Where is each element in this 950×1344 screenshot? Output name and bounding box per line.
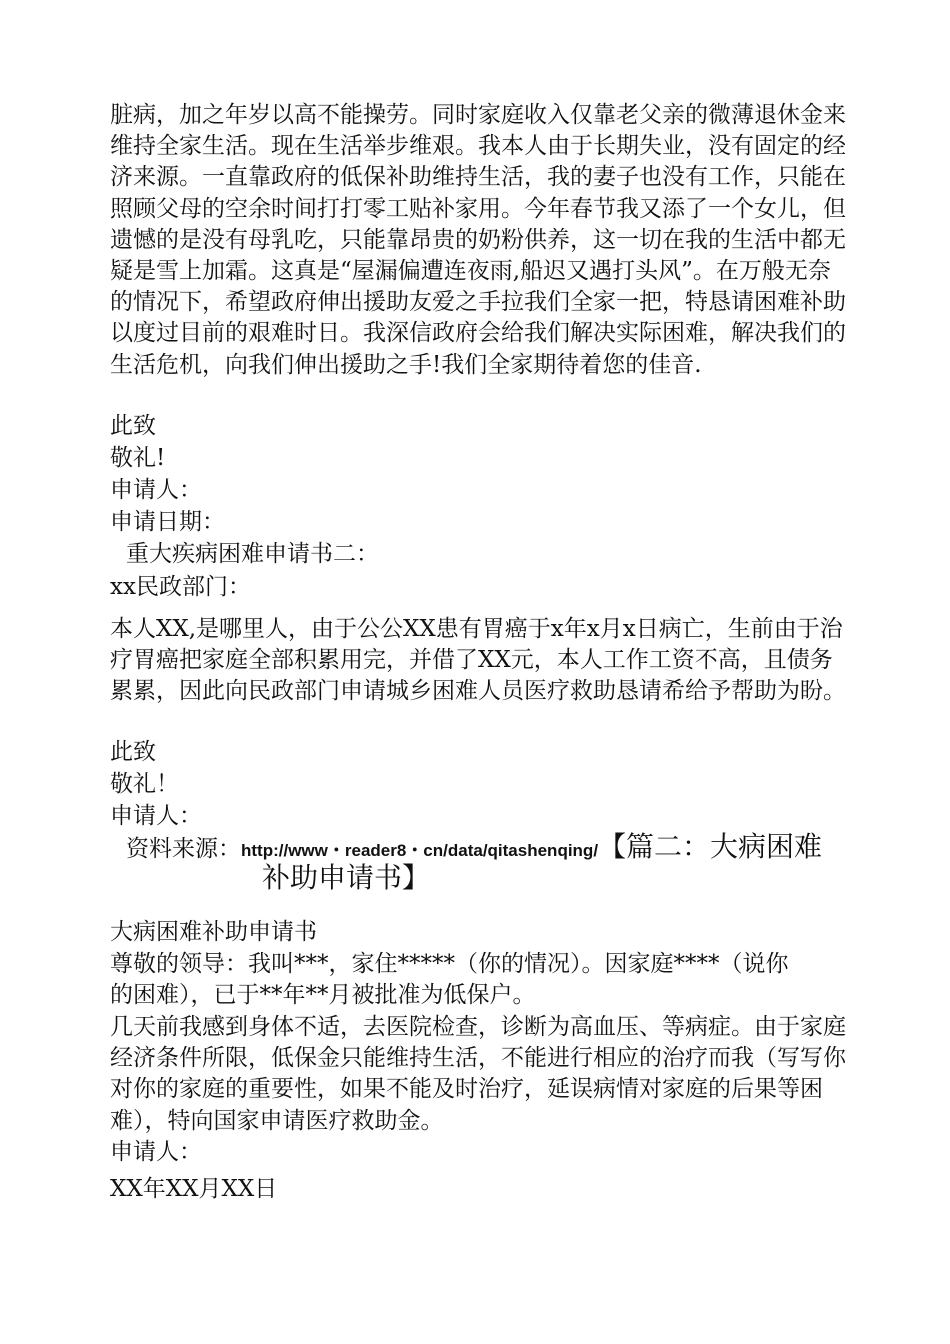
source-title-part2: 补助申请书】 xyxy=(262,861,431,894)
section2-title: 重大疾病困难申请书二： xyxy=(126,541,379,567)
section2-closing-jing-li: 敬礼！ xyxy=(110,771,179,797)
section3-date: XX年XX月XX日 xyxy=(110,1176,278,1202)
section1-closing-jing-li: 敬礼! xyxy=(110,445,166,471)
section3-body: 几天前我感到身体不适，去医院检查，诊断为高血压、等病症。由于家庭经济条件所限，低保金只能维持生活，不能进行相应的治疗而我（写写你对你的家庭的重要性，如果不能及时治疗，延误病情对家庭的后果等困难），特向国家申请医疗救助金。 xyxy=(110,1014,846,1134)
section3-greeting-block xyxy=(110,949,810,1011)
section3-greeting: 尊敬的领导：我叫***，家住*****（你的情况）。因家庭****（说你的困难），已于**年**月被批准为低保户。 xyxy=(110,951,789,1009)
section2-body: 本人XX,是哪里人，由于公公XX患有胃癌于x年x月x日病亡，生前由于治疗胃癌把家庭全部积累用完，并借了XX元，本人工作工资不高，且债务累累，因此向民政部门申请城乡困难人员医疗救助恳请希给予帮助为盼。 xyxy=(110,616,846,705)
section1-date: 申请日期： xyxy=(110,509,225,535)
section3-title: 大病困难补助申请书 xyxy=(110,919,317,945)
section3-applicant: 申请人： xyxy=(110,1139,202,1165)
section1-body: 脏病，加之年岁以高不能操劳。同时家庭收入仅靠老父亲的微薄退休金来维持全家生活。现在生活举步维艰。我本人由于长期失业，没有固定的经济来源。一直靠政府的低保补助维持生活，我的妻子也没有工作，只能在照顾父母的空余时间打打零工贴补家用。今年春节我又添了一个女儿，但遗憾的是没有母乳吃，只能靠昂贵的奶粉供养，这一切在我的生活中都无疑是雪上加霜。这真是“屋漏偏遭连夜雨,船迟又遇打头风”。在万般无奈的情况下，希望政府伸出援助友爱之手拉我们全家一把，特恳请困难补助以度过目前的艰难时日。我深信政府会给我们解决实际困难，解决我们的生活危机，向我们伸出援助之手!我们全家期待着您的佳音. xyxy=(110,102,846,378)
section3-body-block xyxy=(110,1012,850,1137)
section1-closing-ci-zhi: 此致 xyxy=(110,413,156,439)
source-label: 资料来源： xyxy=(126,836,241,862)
source-url-link[interactable]: http://www・reader8・cn/data/qitashenqing/ xyxy=(241,841,599,860)
section2-body-block xyxy=(110,614,850,708)
section2-closing-ci-zhi: 此致 xyxy=(110,739,156,765)
source-line xyxy=(126,827,822,871)
section2-recipient: xx民政部门： xyxy=(110,574,251,600)
section1-applicant: 申请人： xyxy=(110,477,202,503)
source-title-part1: 【篇二：大病困难 xyxy=(598,830,823,863)
section2-applicant: 申请人： xyxy=(110,803,202,829)
section1-body-block xyxy=(110,100,850,381)
